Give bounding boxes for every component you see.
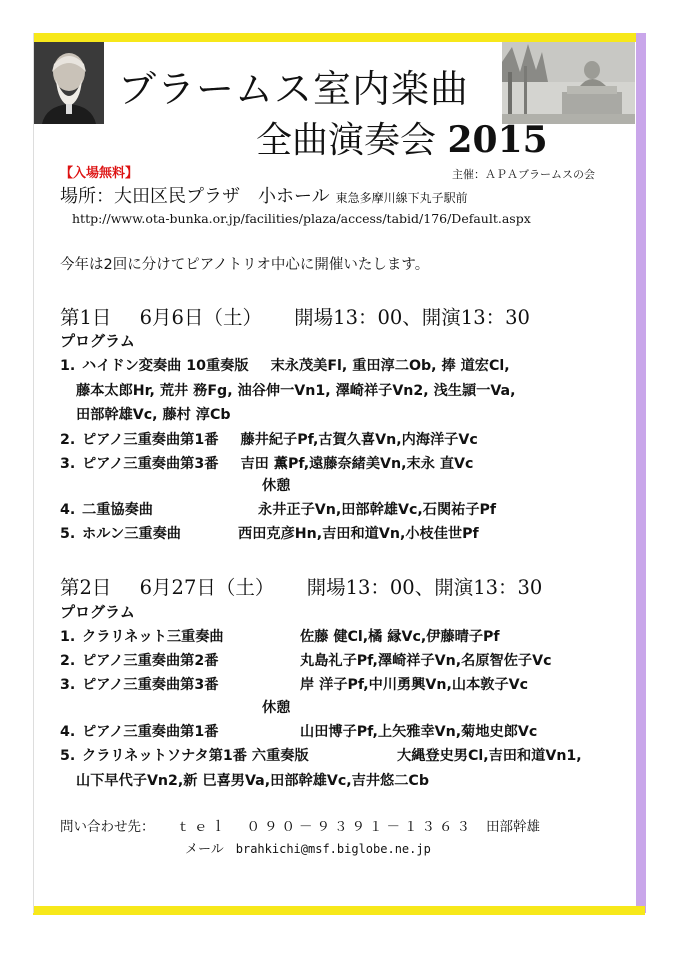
item-performers: 岸 洋子Pf,中川勇興Vn,山本敦子Vc: [300, 677, 529, 693]
item-number: 3.: [60, 456, 76, 472]
item-performers: 末永茂美Fl, 重田淳二Ob, 捧 道宏Cl,: [270, 358, 510, 374]
concert-title-year: 2015: [447, 119, 548, 161]
mail-label: メール: [185, 842, 224, 857]
contact-label: 問い合わせ先：: [60, 819, 155, 835]
brahms-portrait-photo: [34, 42, 104, 124]
day2-item5-performers-cont: 山下早代子Vn2,新 巳喜男Va,田部幹雄Vc,吉井悠二Cb: [76, 773, 429, 789]
day1-program-item: [60, 429, 478, 449]
concert-title-line1: ブラームス室内楽曲: [118, 67, 470, 111]
day1-label: 第1日: [60, 306, 112, 329]
organizer-text: 主催：ＡＰＡブラームスの会: [452, 168, 595, 181]
day2-program-item: [60, 626, 500, 646]
item-work: クラリネットソナタ第1番 六重奏版: [82, 748, 309, 764]
contact-person: 田部幹雄: [486, 819, 540, 835]
item-performers: 藤井紀子Pf,古賀久喜Vn,内海洋子Vc: [240, 432, 478, 448]
day1-intermission: 休憩: [262, 478, 291, 494]
day2-times: 開場13：00、開演13：30: [306, 576, 543, 599]
frame-right-border: [636, 33, 646, 913]
day1-program-label: プログラム: [60, 332, 135, 350]
frame-top-border: [33, 33, 645, 42]
item-performers: 大縄登史男Cl,吉田和道Vn1,: [397, 748, 582, 764]
day1-program-item: [60, 499, 496, 519]
item-performers: 山田博子Pf,上矢雅幸Vn,菊地史郎Vc: [300, 724, 538, 740]
item-performers: 丸島礼子Pf,澤崎祥子Vn,名原智佐子Vc: [300, 653, 552, 669]
day1-program-item: [60, 523, 479, 543]
venue-line: [60, 182, 468, 208]
item-work: ピアノ三重奏曲第3番: [82, 456, 219, 472]
item-performers: 吉田 薫Pf,遠藤奈緒美Vn,末永 直Vc: [240, 456, 474, 472]
item-number: 2.: [60, 653, 76, 669]
venue-name: 場所：大田区民プラザ 小ホール: [60, 186, 330, 207]
day2-program-item: [60, 674, 528, 694]
item-work: ピアノ三重奏曲第3番: [82, 677, 219, 693]
item-work: ピアノ三重奏曲第1番: [82, 432, 219, 448]
day2-program-item: [60, 650, 551, 670]
venue-access: 東急多摩川線下丸子駅前: [335, 191, 468, 205]
item-performers: 佐藤 健Cl,橘 縁Vc,伊藤晴子Pf: [300, 629, 500, 645]
item-work: 二重協奏曲: [82, 502, 153, 518]
admission-free-label: 【入場無料】: [60, 166, 139, 181]
day2-label: 第2日: [60, 576, 112, 599]
mail-address-link[interactable]: brahkichi@msf.biglobe.ne.jp: [235, 842, 431, 856]
item-work: クラリネット三重奏曲: [82, 629, 224, 645]
frame-bottom-border: [33, 906, 645, 915]
concert-title-text: 全曲演奏会: [256, 120, 437, 161]
item-work: ピアノ三重奏曲第2番: [82, 653, 219, 669]
day1-program-item: [60, 355, 510, 375]
day1-program-item: [60, 453, 473, 473]
item-work: ホルン三重奏曲: [82, 526, 181, 542]
day2-heading: [60, 572, 542, 600]
day2-intermission: 休憩: [262, 700, 291, 716]
day2-date: 6月27日（土）: [139, 576, 275, 599]
day2-program-label: プログラム: [60, 603, 135, 621]
item-number: 4.: [60, 724, 76, 740]
item-performers: 永井正子Vn,田部幹雄Vc,石関祐子Pf: [258, 502, 497, 518]
item-number: 5.: [60, 748, 76, 764]
item-performers: 西田克彦Hn,吉田和道Vn,小枝佳世Pf: [238, 526, 479, 542]
item-number: 1.: [60, 358, 76, 374]
day1-date: 6月6日（土）: [139, 306, 262, 329]
venue-url-link[interactable]: http://www.ota-bunka.or.jp/facilities/plaza/access/tabid/176/Default.aspx: [72, 211, 531, 226]
concert-title-line2: [256, 112, 548, 163]
item-number: 3.: [60, 677, 76, 693]
item-number: 4.: [60, 502, 76, 518]
item-number: 1.: [60, 629, 76, 645]
day2-program-item: [60, 745, 582, 765]
contact-mail-line: [185, 838, 431, 857]
frame-left-border: [33, 33, 34, 913]
day1-times: 開場13：00、開演13：30: [294, 306, 530, 329]
contact-line: [60, 815, 540, 835]
day2-program-item: [60, 721, 537, 741]
day1-item1-performers-cont1: 藤本太郎Hr, 荒井 務Fg, 油谷伸一Vn1, 澤崎祥子Vn2, 浅生頴一Va,: [76, 383, 516, 399]
intro-text: 今年は2回に分けてピアノトリオ中心に開催いたします。: [60, 257, 430, 273]
day1-heading: [60, 302, 530, 330]
item-number: 5.: [60, 526, 76, 542]
contact-phone: ｔｅｌ ０９０－９３９１－１３６３: [176, 819, 474, 835]
item-work: ピアノ三重奏曲第1番: [82, 724, 219, 740]
day1-item1-performers-cont2: 田部幹雄Vc, 藤村 淳Cb: [76, 407, 231, 423]
item-number: 2.: [60, 432, 76, 448]
item-work: ハイドン変奏曲 10重奏版: [82, 358, 249, 374]
